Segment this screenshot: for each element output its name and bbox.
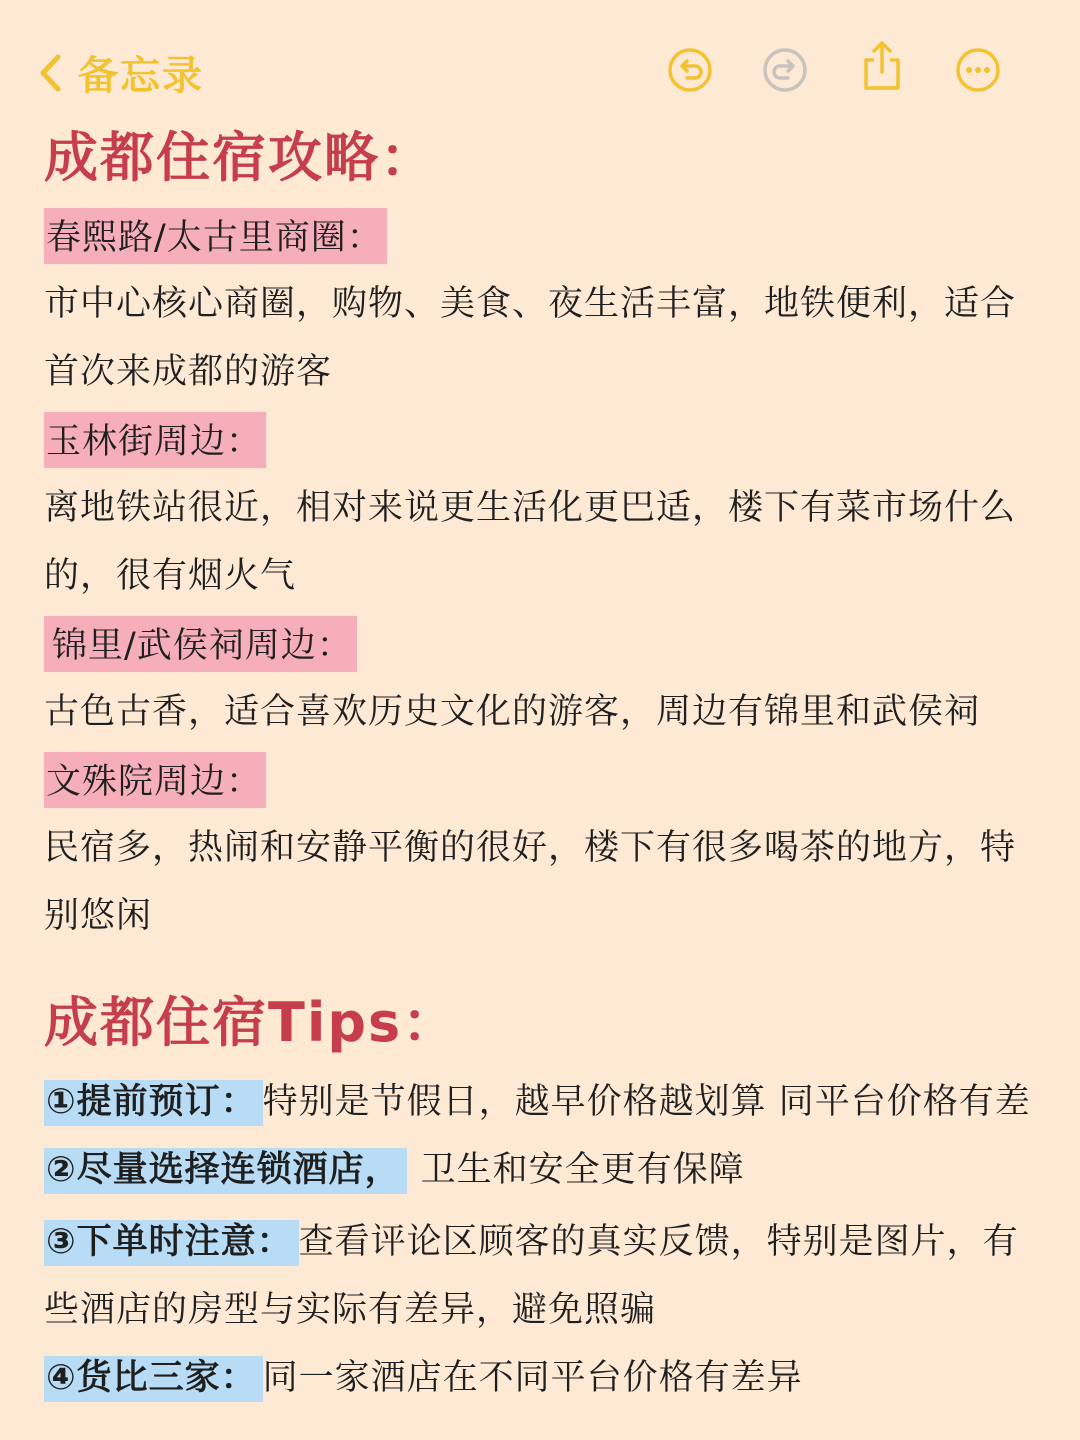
undo-icon[interactable] [666,46,714,94]
tip-label: ④货比三家： [44,1356,263,1402]
area-section [44,746,1044,950]
area-name: 文殊院周边： [44,752,266,808]
back-button[interactable] [38,44,204,101]
tip-text: 卫生和安全更有保障 [420,1150,745,1190]
tip-text-continued: 些酒店的房型与实际有差异，避免照骗 [44,1290,657,1330]
note-title-tips: 成都住宿Tips： [44,991,459,1054]
area-desc-line: 离地铁站很近，相对来说更生活化更巴适，楼下有菜市场什么 [44,488,1017,528]
more-icon[interactable] [954,46,1002,94]
share-icon[interactable] [858,40,906,88]
area-desc-line: 市中心核心商圈，购物、美食、夜生活丰富，地铁便利，适合 [44,284,1017,324]
tip-text: 查看评论区顾客的真实反馈，特别是图片，有 [298,1222,1019,1262]
area-desc-line: 别悠闲 [44,896,153,936]
tip-label: ③下单时注意： [44,1220,299,1266]
area-heading [44,202,1044,270]
area-heading [44,406,1044,474]
area-name: 玉林街周边： [44,412,266,468]
area-heading [44,746,1044,814]
area-desc-line: 的，很有烟火气 [44,556,297,596]
area-desc-line: 民宿多，热闹和安静平衡的很好，楼下有很多喝茶的地方，特 [44,828,1017,868]
area-section [44,610,1044,746]
note-title-accommodation: 成都住宿攻略： [44,126,436,189]
chevron-left-icon [38,53,62,93]
area-name: 春熙路/太古里商圈： [44,208,387,264]
top-navigation-bar [0,0,1080,120]
area-desc-line: 古色古香，适合喜欢历史文化的游客，周边有锦里和武侯祠 [44,692,981,732]
redo-icon[interactable] [761,46,809,94]
tip-item [44,1208,1044,1276]
back-label: 备忘录 [78,53,204,99]
tip-text: 同一家酒店在不同平台价格有差异 [262,1358,803,1398]
tip-item [44,1136,1044,1204]
tip-label: ①提前预订： [44,1080,263,1126]
area-name: 锦里/武侯祠周边： [44,616,357,672]
tip-item [44,1344,1044,1412]
tip-label: ②尽量选择连锁酒店， [44,1148,407,1194]
area-section [44,202,1044,406]
tips-list [44,1068,1044,1412]
tip-text: 特别是节假日，越早价格越划算 同平台价格有差 [262,1082,1031,1122]
tip-item [44,1068,1044,1136]
area-heading [44,610,1044,678]
area-section [44,406,1044,610]
area-desc-line: 首次来成都的游客 [44,352,333,392]
note-body[interactable] [44,120,1044,1412]
